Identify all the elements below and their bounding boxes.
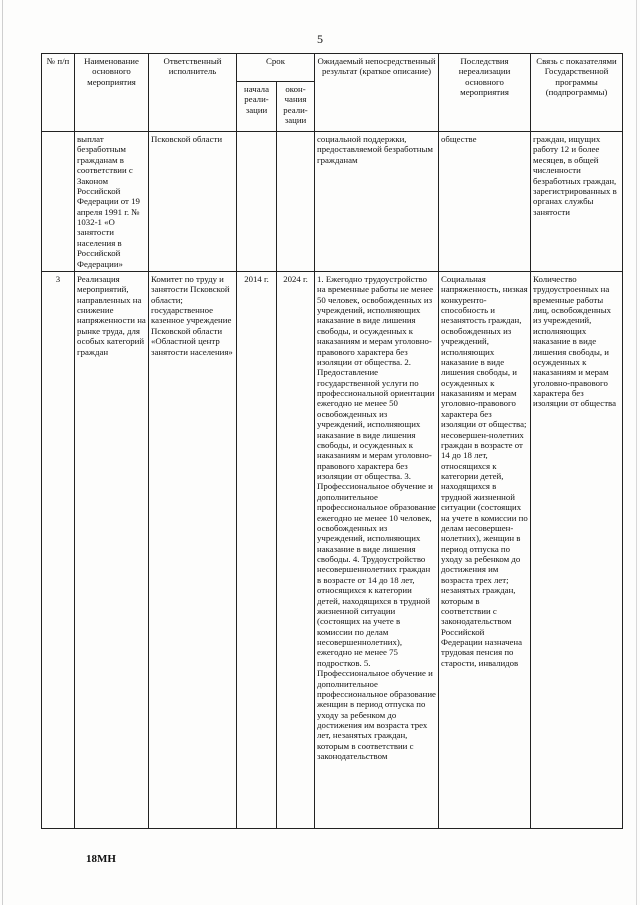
row-executor: Псковской области bbox=[149, 132, 237, 272]
header-end: окон-чания реали-зации bbox=[277, 82, 315, 132]
scan-edge-right bbox=[636, 0, 637, 905]
row-result: социальной поддержки, предоставляемой безработным гражданам bbox=[315, 132, 439, 272]
row-num bbox=[42, 132, 75, 272]
header-row-1 bbox=[42, 54, 623, 82]
header-term: Срок bbox=[237, 54, 315, 82]
measures-table bbox=[41, 53, 623, 829]
row-end bbox=[277, 132, 315, 272]
row-num: 3 bbox=[42, 271, 75, 828]
row-start: 2014 г. bbox=[237, 271, 277, 828]
header-link: Связь с показателями Государственной программы (подпрограммы) bbox=[531, 54, 623, 132]
page-number: 5 bbox=[317, 32, 323, 46]
header-executor: Ответственный исполнитель bbox=[149, 54, 237, 132]
row-consequences: обществе bbox=[439, 132, 531, 272]
header-consequences: Последствия нереализации основного мероприятия bbox=[439, 54, 531, 132]
header-start: начала реали-зации bbox=[237, 82, 277, 132]
row-end: 2024 г. bbox=[277, 271, 315, 828]
table-row bbox=[42, 132, 623, 272]
header-result: Ожидаемый непосредственный результат (краткое описание) bbox=[315, 54, 439, 132]
footer-code: 18МН bbox=[86, 853, 116, 865]
row-name: Реализация мероприятий, направленных на снижение напряженности на рынке труда, для особых категорий граждан bbox=[75, 271, 149, 828]
header-name: Наименование основного мероприятия bbox=[75, 54, 149, 132]
table-row bbox=[42, 271, 623, 828]
row-result: 1. Ежегодно трудоустройство на временные работы не менее 50 человек, освобожденных из учреждений, исполняющих наказание в виде лишения свободы, и осужденных к наказаниям и мерам уголовно-правового характера без изоляции от общества. 2. Предоставление государственной услуги по профессиональной ориентации ежегодно не менее 50 освобожденных из учреждений, исполняющих наказание в виде лишения свободы, и осужденных к наказаниям и мерам уголовно-правового характера без изоляции от общества. 3. Профессиональное обучение и дополнительное профессиональное образование ежегодно не менее 10 человек, освобожденных из учреждений, исполняющих наказание в виде лишения свободы. 4. Трудоустройство несовершеннолетних граждан в возрасте от 14 до 18 лет, относящихся к категории детей, находящихся в трудной жизненной ситуации (состоящих на учете в комиссии по делам несовершеннолетних), ежегодно не менее 75 подростков. 5. Профессиональное обучение и дополнительное профессиональное образование женщин в период отпуска по уходу за ребенком до достижения им возраста трех лет, незанятых граждан, которым в соответствии с законодательством bbox=[315, 271, 439, 828]
row-name: выплат безработным гражданам в соответствии с Законом Российской Федерации от 19 апреля 1991 г. № 1032-1 «О занятости населения в Российской Федерации» bbox=[75, 132, 149, 272]
row-consequences: Социальная напряженность, низкая конкуренто-способность и незанятость граждан, освобожденных из учреждений, исполняющих наказание в виде лишения свободы, и осужденных к наказаниям и мерам уголовно-правового характера без изоляции от общества; несовершен-нолетних граждан в возрасте от 14 до 18 лет, относящихся к категории детей, находящихся в трудной жизненной ситуации (состоящих на учете в комиссии по делам несовершен-нолетних), женщин в период отпуска по уходу за ребенком до достижения им возраста трех лет; незанятых граждан, которым в соответствии с законодательством Российской Федерации назначена трудовая пенсия по старости, инвалидов bbox=[439, 271, 531, 828]
scan-edge-left bbox=[2, 0, 3, 905]
row-executor: Комитет по труду и занятости Псковской области; государственное казенное учреждение Псковской области «Областной центр занятости населения» bbox=[149, 271, 237, 828]
row-link: граждан, ищущих работу 12 и более месяцев, в общей численности безработных граждан, зарегистрированных в органах службы занятости bbox=[531, 132, 623, 272]
row-link: Количество трудоустроенных на временные работы лиц, освобожденных из учреждений, исполняющих наказание в виде лишения свободы, и осужденных к наказаниям и мерам уголовно-правового характера без изоляции от общества bbox=[531, 271, 623, 828]
header-num: № п/п bbox=[42, 54, 75, 132]
row-start bbox=[237, 132, 277, 272]
